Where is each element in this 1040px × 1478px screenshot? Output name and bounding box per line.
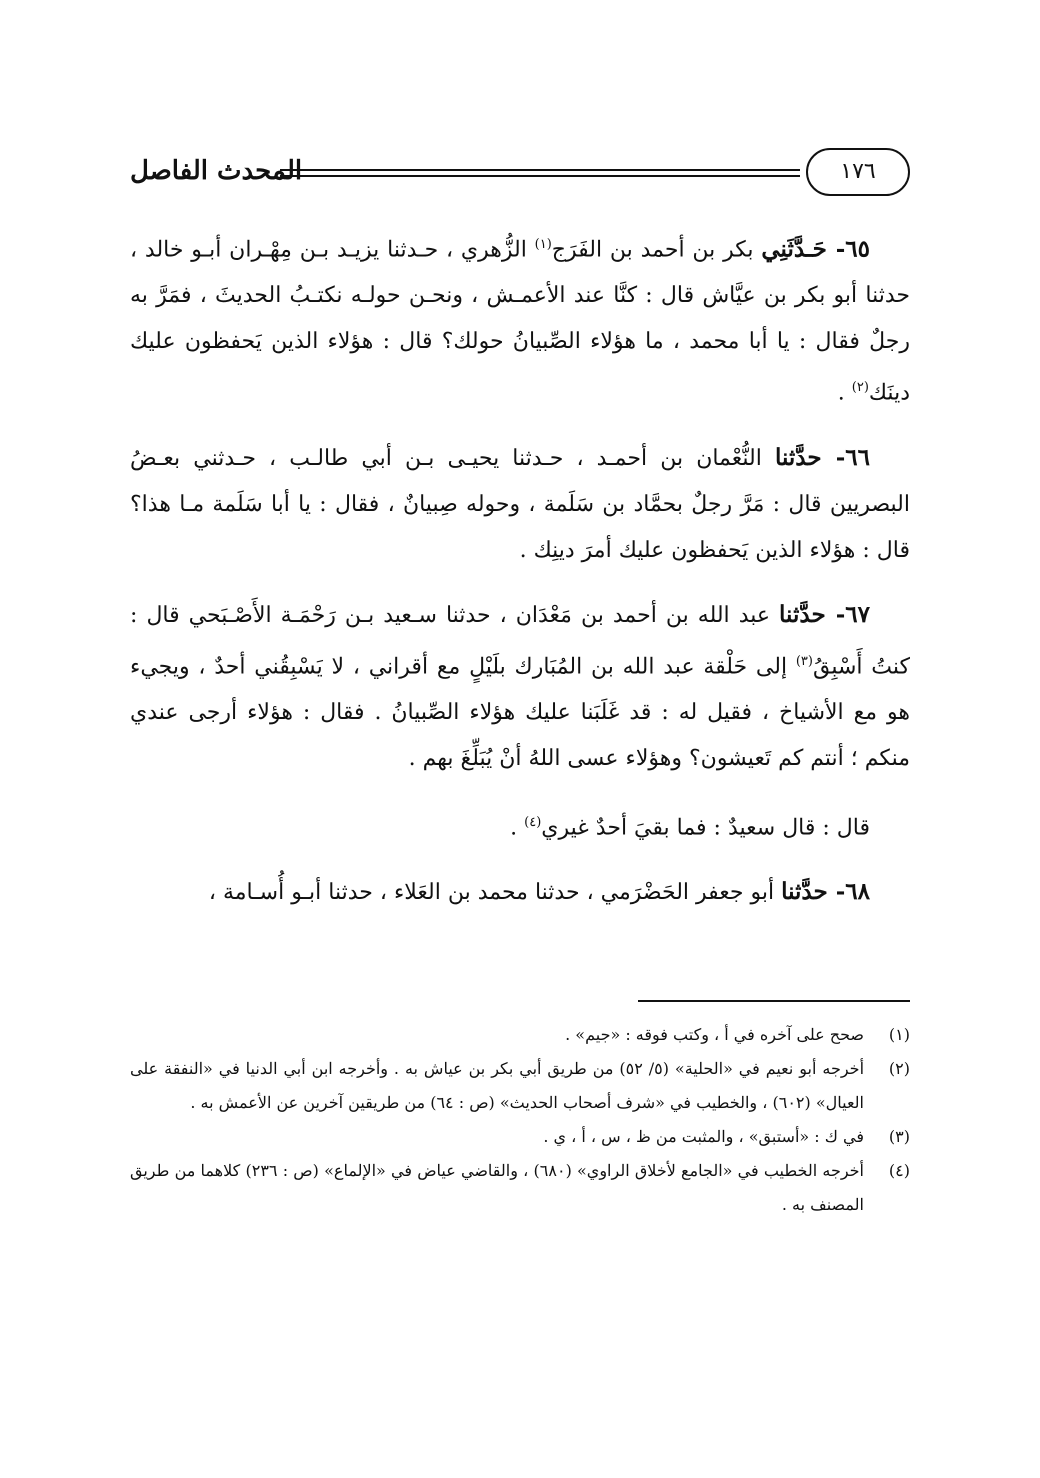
running-title: المحدث الفاصل [130, 156, 303, 186]
footnote-mark: (٣) [888, 1127, 910, 1146]
paragraph-lead: ٦٥- حَـدَّثَنِي [761, 235, 870, 263]
footnotes [130, 1018, 910, 1222]
paragraph-67-continuation [130, 800, 910, 851]
page-number: ١٧٦ [806, 148, 910, 196]
paragraph-text: بكر بن أحمد بن الفَرَج [551, 237, 762, 263]
header-double-rule [280, 169, 800, 177]
footnote-text: أخرجه الخطيب في «الجامع لأخلاق الراوي» (٦٨٠) ، والقاضي عياض في «الإلماع» (ص : ٢٣٦) كلاهما من طريق المصنف به . [130, 1161, 865, 1214]
paragraph-66 [130, 435, 910, 574]
footnote-text: أخرجه أبو نعيم في «الحلية» (٥/ ٥٢) من طريق أبي بكر بن عياش به . وأخرجه ابن أبي الدنيا في «النفقة على العيال» (٦٠٢) ، والخطيب في «شرف أصحاب الحديث» (ص : ٦٤) من طريقين آخرين عن الأعمش به . [130, 1059, 865, 1112]
main-text [130, 222, 910, 934]
footnote-ref: (٢) [851, 380, 869, 396]
page-header [130, 148, 910, 204]
footnote-mark: (٢) [888, 1059, 911, 1078]
footnote-mark: (٤) [888, 1161, 911, 1180]
footnote-2 [130, 1052, 910, 1120]
paragraph-text: إلى حَلْقة عبد الله بن المُبَارك بلَيْلٍ مع أقراني ، لا يَسْبِقُني أحدٌ ، ويجيء هو مع الأشياخ ، فقيل له : قد غَلَبَنا عليك هؤلاء الصِّبيانُ . فقال : هؤلاء أرجى عندي منكم ؛ أنتم كم تَعيشون؟ وهؤلاء عسى اللهُ أنْ يُبَلِّغَ بهم . [130, 653, 910, 771]
paragraph-end: . [837, 380, 852, 406]
paragraph-65 [130, 222, 910, 417]
paragraph-text: الزُّهري ، حـدثنا يزيـد بـن مِهْـران أبـو خالد ، حدثنا أبو بكر بن عيَّاش قال : كنَّا عند الأعمـش ، ونحـن حولـه نكتـبُ الحديثَ ، فمَرَّ به رجلٌ فقال : يا أبا محمد ، ما هؤلاء الصِّبيانُ حولك؟ قال : هؤلاء الذين يَحفظون عليك دينَك [130, 237, 910, 406]
footnote-text: صحح على آخره في أ ، وكتب فوقه : «جيم» . [565, 1025, 864, 1044]
paragraph-end: . [510, 815, 525, 841]
paragraph-text: عبد الله بن أحمد بن مَعْدَان ، حدثنا سـعيد بـن رَحْمَـة الأَصْـبَحي قال : كنتُ أَسْبِقُ [130, 602, 910, 679]
paragraph-text: قال : قال سعيدٌ : فما بقيَ أحدٌ غيري [541, 815, 870, 841]
footnote-text: في ك : «أستبق» ، والمثبت من ظ ، س ، أ ، ي . [543, 1127, 864, 1146]
paragraph-lead: ٦٧- حدَّثنا [779, 600, 870, 628]
footnote-ref: (١) [534, 237, 552, 252]
paragraph-lead: ٦٨- حدَّثنا [781, 878, 870, 906]
paragraph-67 [130, 592, 910, 782]
footnote-1 [130, 1018, 910, 1052]
footnote-mark: (١) [888, 1025, 910, 1044]
footnote-3 [130, 1120, 910, 1154]
footnote-ref: (٤) [524, 814, 542, 830]
paragraph-text: أبو جعفر الحَضْرَمي ، حدثنا محمد بن العَلاء ، حدثنا أبـو أُسـامة ، [208, 880, 782, 906]
paragraph-lead: ٦٦- حدَّثنا [774, 443, 870, 471]
footnote-ref: (٣) [795, 653, 813, 669]
footnote-4 [130, 1154, 910, 1222]
paragraph-text: النُّعْمان بن أحمـد ، حـدثنا يحيـى بـن أبي طالـب ، حـدثني بعـضُ البصريين قال : مَرَّ رجلٌ بحمَّاد بن سَلَمة ، وحوله صِبيانٌ ، فقال : يا أبا سَلَمة مـا هذا؟ قال : هؤلاء الذين يَحفظون عليك أمرَ دينِك . [130, 445, 910, 563]
footnote-separator [638, 1000, 910, 1002]
paragraph-68 [130, 869, 910, 916]
